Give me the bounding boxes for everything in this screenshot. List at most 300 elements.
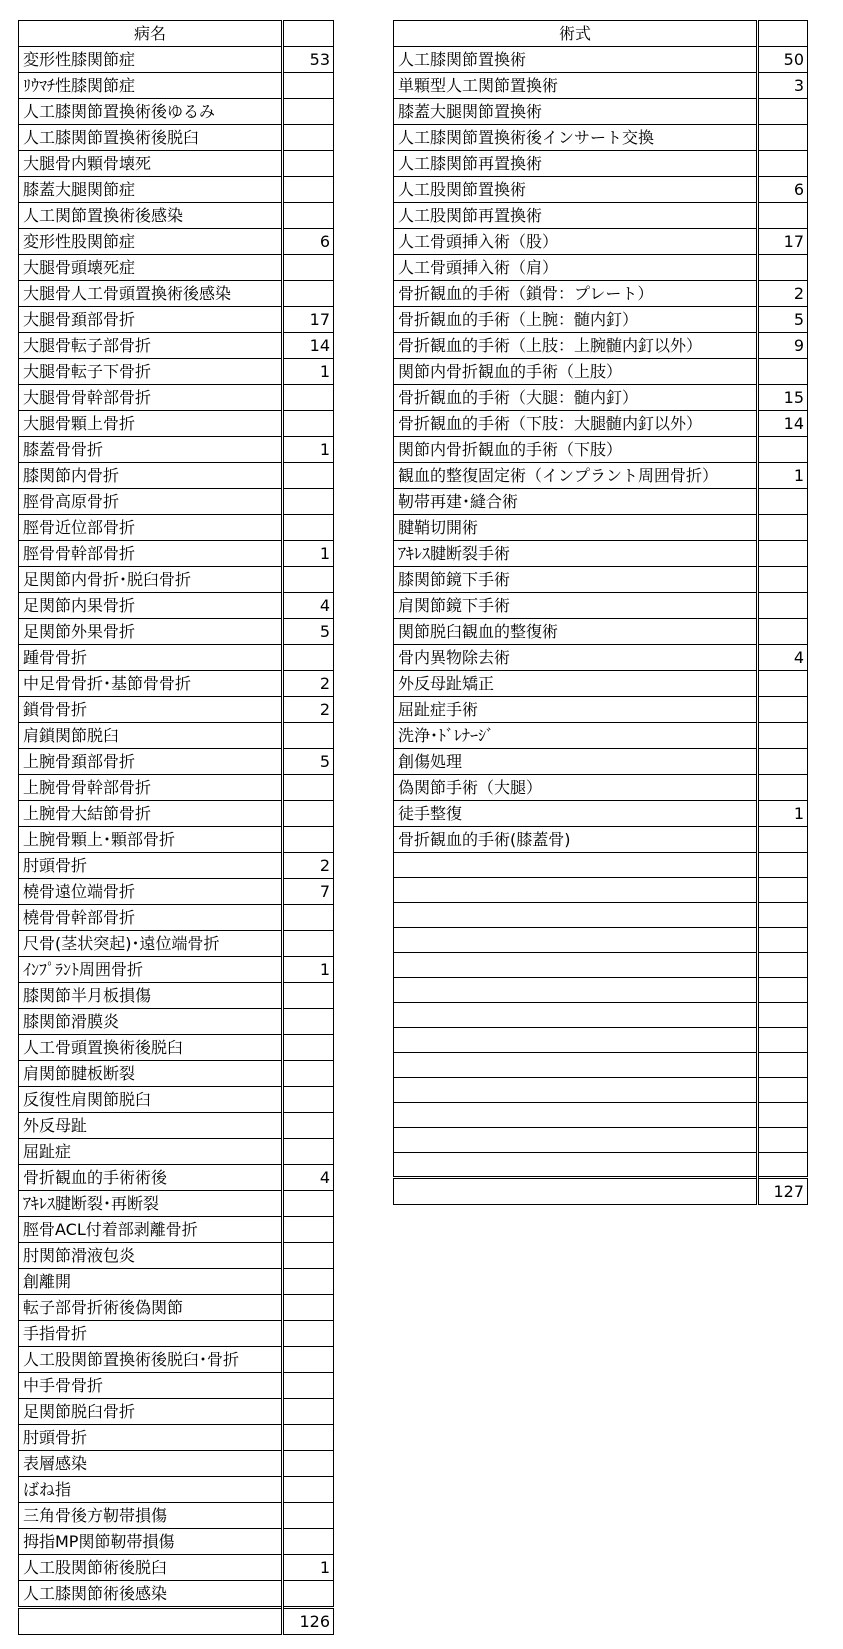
disease-row xyxy=(19,73,334,99)
disease-row xyxy=(19,671,334,697)
disease-header: 病名 xyxy=(19,21,283,47)
disease-row xyxy=(19,645,334,671)
surgery-row xyxy=(394,73,808,99)
surgery-count-cell xyxy=(758,749,808,775)
disease-count-cell xyxy=(283,1139,334,1165)
surgery-count-cell: 15 xyxy=(758,385,808,411)
disease-count-cell: 1 xyxy=(283,1555,334,1581)
disease-name-cell: 脛骨近位部骨折 xyxy=(19,515,283,541)
disease-name-cell: 上腕骨大結節骨折 xyxy=(19,801,283,827)
surgery-count-cell: 17 xyxy=(758,229,808,255)
disease-row xyxy=(19,1503,334,1529)
surgery-name-cell xyxy=(394,953,758,978)
disease-name-cell: 膝蓋大腿関節症 xyxy=(19,177,283,203)
surgery-name-cell: 人工骨頭挿入術（肩） xyxy=(394,255,758,281)
surgery-name-cell: 関節内骨折観血的手術（下肢） xyxy=(394,437,758,463)
disease-name-cell: 変形性膝関節症 xyxy=(19,47,283,73)
surgery-row xyxy=(394,878,808,903)
disease-row xyxy=(19,1425,334,1451)
disease-name-cell: 人工膝関節置換術後ゆるみ xyxy=(19,99,283,125)
surgery-name-cell xyxy=(394,1128,758,1153)
surgery-name-cell xyxy=(394,1103,758,1128)
surgery-row xyxy=(394,723,808,749)
surgery-total: 127 xyxy=(758,1178,808,1205)
surgery-name-cell: 洗浄･ﾄﾞﾚﾅｰｼﾞ xyxy=(394,723,758,749)
surgery-count-cell xyxy=(758,567,808,593)
surgery-name-cell: 人工膝関節再置換術 xyxy=(394,151,758,177)
surgery-count-cell xyxy=(758,1028,808,1053)
surgery-count-cell xyxy=(758,775,808,801)
surgery-row xyxy=(394,619,808,645)
surgery-count-cell: 9 xyxy=(758,333,808,359)
disease-name-cell: 大腿骨人工骨頭置換術後感染 xyxy=(19,281,283,307)
disease-count-cell xyxy=(283,1347,334,1373)
disease-row xyxy=(19,1061,334,1087)
disease-row xyxy=(19,1347,334,1373)
disease-header-count xyxy=(283,21,334,47)
disease-count-cell xyxy=(283,1321,334,1347)
surgery-count-cell xyxy=(758,953,808,978)
surgery-count-cell xyxy=(758,515,808,541)
surgery-row xyxy=(394,697,808,723)
surgery-name-cell: 関節内骨折観血的手術（上肢） xyxy=(394,359,758,385)
disease-row xyxy=(19,1321,334,1347)
surgery-row xyxy=(394,827,808,853)
surgery-row xyxy=(394,801,808,827)
disease-row xyxy=(19,203,334,229)
disease-row xyxy=(19,99,334,125)
surgery-row xyxy=(394,411,808,437)
surgery-table xyxy=(393,20,808,1205)
disease-count-cell xyxy=(283,1113,334,1139)
surgery-row xyxy=(394,515,808,541)
disease-name-cell: 上腕骨骨幹部骨折 xyxy=(19,775,283,801)
surgery-count-cell xyxy=(758,437,808,463)
disease-row xyxy=(19,541,334,567)
disease-name-cell: ばね指 xyxy=(19,1477,283,1503)
disease-count-cell: 14 xyxy=(283,333,334,359)
disease-row xyxy=(19,593,334,619)
surgery-row xyxy=(394,928,808,953)
disease-name-cell: 足関節内骨折･脱臼骨折 xyxy=(19,567,283,593)
disease-name-cell: 反復性肩関節脱臼 xyxy=(19,1087,283,1113)
disease-name-cell: 大腿骨内顆骨壊死 xyxy=(19,151,283,177)
disease-count-cell xyxy=(283,1035,334,1061)
disease-count-cell xyxy=(283,1503,334,1529)
surgery-count-cell xyxy=(758,697,808,723)
disease-row xyxy=(19,1139,334,1165)
disease-count-cell: 5 xyxy=(283,749,334,775)
surgery-count-cell: 1 xyxy=(758,801,808,827)
disease-name-cell: 脛骨骨幹部骨折 xyxy=(19,541,283,567)
disease-row xyxy=(19,931,334,957)
surgery-row xyxy=(394,203,808,229)
disease-count-cell xyxy=(283,151,334,177)
disease-row xyxy=(19,463,334,489)
surgery-name-cell xyxy=(394,853,758,878)
disease-row xyxy=(19,853,334,879)
surgery-count-cell xyxy=(758,359,808,385)
disease-name-cell: 肩関節腱板断裂 xyxy=(19,1061,283,1087)
disease-row xyxy=(19,879,334,905)
surgery-total-row xyxy=(394,1178,808,1205)
disease-count-cell xyxy=(283,1425,334,1451)
surgery-row xyxy=(394,645,808,671)
disease-row xyxy=(19,749,334,775)
surgery-name-cell: 骨折観血的手術(膝蓋骨) xyxy=(394,827,758,853)
disease-count-cell xyxy=(283,255,334,281)
disease-total-row xyxy=(19,1608,334,1635)
surgery-name-cell: 偽関節手術（大腿） xyxy=(394,775,758,801)
surgery-name-cell: 単顆型人工関節置換術 xyxy=(394,73,758,99)
disease-name-cell: 人工骨頭置換術後脱臼 xyxy=(19,1035,283,1061)
surgery-row xyxy=(394,229,808,255)
surgery-row xyxy=(394,281,808,307)
disease-name-cell: 大腿骨頚部骨折 xyxy=(19,307,283,333)
disease-row xyxy=(19,1477,334,1503)
disease-row xyxy=(19,1555,334,1581)
surgery-count-cell xyxy=(758,1103,808,1128)
disease-count-cell: 5 xyxy=(283,619,334,645)
disease-name-cell: 人工膝関節置換術後脱臼 xyxy=(19,125,283,151)
disease-row xyxy=(19,385,334,411)
surgery-row xyxy=(394,385,808,411)
disease-count-cell xyxy=(283,827,334,853)
surgery-row xyxy=(394,1078,808,1103)
surgery-row xyxy=(394,1103,808,1128)
disease-count-cell xyxy=(283,203,334,229)
disease-count-cell xyxy=(283,515,334,541)
disease-name-cell: 肘頭骨折 xyxy=(19,1425,283,1451)
disease-count-cell xyxy=(283,1269,334,1295)
disease-count-cell xyxy=(283,411,334,437)
disease-row xyxy=(19,333,334,359)
surgery-row xyxy=(394,903,808,928)
surgery-total-label xyxy=(394,1178,758,1205)
surgery-name-cell: 関節脱臼観血的整復術 xyxy=(394,619,758,645)
disease-row xyxy=(19,1191,334,1217)
disease-name-cell: 表層感染 xyxy=(19,1451,283,1477)
surgery-row xyxy=(394,749,808,775)
disease-row xyxy=(19,983,334,1009)
disease-count-cell xyxy=(283,1581,334,1608)
surgery-name-cell: 骨折観血的手術（上肢：上腕髄内釘以外） xyxy=(394,333,758,359)
disease-name-cell: 中手骨骨折 xyxy=(19,1373,283,1399)
disease-row xyxy=(19,1451,334,1477)
disease-name-cell: 骨折観血的手術術後 xyxy=(19,1165,283,1191)
disease-count-cell xyxy=(283,645,334,671)
surgery-count-cell xyxy=(758,1003,808,1028)
surgery-name-cell xyxy=(394,1153,758,1178)
disease-count-cell xyxy=(283,1061,334,1087)
surgery-row xyxy=(394,359,808,385)
disease-count-cell xyxy=(283,177,334,203)
surgery-count-cell xyxy=(758,878,808,903)
disease-name-cell: 橈骨遠位端骨折 xyxy=(19,879,283,905)
surgery-row xyxy=(394,1003,808,1028)
disease-row xyxy=(19,489,334,515)
surgery-count-cell xyxy=(758,1078,808,1103)
surgery-name-cell: 人工骨頭挿入術（股） xyxy=(394,229,758,255)
disease-row xyxy=(19,775,334,801)
disease-name-cell: 踵骨骨折 xyxy=(19,645,283,671)
surgery-name-cell: 屈趾症手術 xyxy=(394,697,758,723)
disease-name-cell: 人工関節置換術後感染 xyxy=(19,203,283,229)
disease-name-cell: 大腿骨顆上骨折 xyxy=(19,411,283,437)
disease-name-cell: ｱｷﾚｽ腱断裂･再断裂 xyxy=(19,1191,283,1217)
surgery-count-cell xyxy=(758,928,808,953)
disease-name-cell: 人工股関節置換術後脱臼･骨折 xyxy=(19,1347,283,1373)
surgery-count-cell xyxy=(758,151,808,177)
surgery-count-cell xyxy=(758,255,808,281)
surgery-count-cell xyxy=(758,1128,808,1153)
surgery-row xyxy=(394,463,808,489)
surgery-count-cell xyxy=(758,723,808,749)
disease-name-cell: 三角骨後方靭帯損傷 xyxy=(19,1503,283,1529)
surgery-name-cell: ｱｷﾚｽ腱断裂手術 xyxy=(394,541,758,567)
disease-row xyxy=(19,437,334,463)
surgery-row xyxy=(394,978,808,1003)
disease-name-cell: 大腿骨転子下骨折 xyxy=(19,359,283,385)
disease-name-cell: 橈骨骨幹部骨折 xyxy=(19,905,283,931)
disease-row xyxy=(19,1165,334,1191)
disease-name-cell: 膝関節内骨折 xyxy=(19,463,283,489)
surgery-row xyxy=(394,151,808,177)
disease-count-cell xyxy=(283,1373,334,1399)
disease-header-row xyxy=(19,21,334,47)
surgery-row xyxy=(394,255,808,281)
disease-row xyxy=(19,827,334,853)
disease-total: 126 xyxy=(283,1608,334,1635)
surgery-count-cell xyxy=(758,853,808,878)
disease-count-cell xyxy=(283,905,334,931)
surgery-name-cell: 骨折観血的手術（大腿：髄内釘） xyxy=(394,385,758,411)
disease-count-cell xyxy=(283,801,334,827)
disease-row xyxy=(19,1269,334,1295)
surgery-name-cell: 徒手整復 xyxy=(394,801,758,827)
disease-row xyxy=(19,229,334,255)
disease-row xyxy=(19,1373,334,1399)
surgery-name-cell: 骨内異物除去術 xyxy=(394,645,758,671)
disease-name-cell: 人工股関節術後脱臼 xyxy=(19,1555,283,1581)
surgery-name-cell: 人工膝関節置換術後インサート交換 xyxy=(394,125,758,151)
disease-name-cell: 転子部骨折術後偽関節 xyxy=(19,1295,283,1321)
surgery-row xyxy=(394,437,808,463)
disease-count-cell xyxy=(283,125,334,151)
surgery-name-cell: 肩関節鏡下手術 xyxy=(394,593,758,619)
disease-count-cell: 17 xyxy=(283,307,334,333)
surgery-count-cell xyxy=(758,978,808,1003)
surgery-name-cell xyxy=(394,928,758,953)
disease-row xyxy=(19,1295,334,1321)
surgery-name-cell xyxy=(394,878,758,903)
disease-count-cell: 6 xyxy=(283,229,334,255)
disease-row xyxy=(19,1529,334,1555)
surgery-row xyxy=(394,541,808,567)
disease-row xyxy=(19,905,334,931)
disease-count-cell xyxy=(283,281,334,307)
surgery-count-cell: 6 xyxy=(758,177,808,203)
surgery-row xyxy=(394,47,808,73)
disease-row xyxy=(19,567,334,593)
disease-count-cell xyxy=(283,1399,334,1425)
surgery-count-cell xyxy=(758,1153,808,1178)
surgery-row xyxy=(394,775,808,801)
disease-row xyxy=(19,1243,334,1269)
surgery-name-cell: 人工股関節再置換術 xyxy=(394,203,758,229)
disease-row xyxy=(19,177,334,203)
disease-count-cell: 53 xyxy=(283,47,334,73)
surgery-name-cell: 膝関節鏡下手術 xyxy=(394,567,758,593)
disease-name-cell: 足関節外果骨折 xyxy=(19,619,283,645)
disease-row xyxy=(19,151,334,177)
surgery-count-cell: 50 xyxy=(758,47,808,73)
disease-row xyxy=(19,1035,334,1061)
surgery-count-cell: 1 xyxy=(758,463,808,489)
surgery-row xyxy=(394,671,808,697)
disease-name-cell: 創離開 xyxy=(19,1269,283,1295)
disease-name-cell: 変形性股関節症 xyxy=(19,229,283,255)
disease-count-cell xyxy=(283,99,334,125)
disease-row xyxy=(19,957,334,983)
disease-count-cell: 2 xyxy=(283,671,334,697)
disease-row xyxy=(19,411,334,437)
disease-name-cell: 足関節内果骨折 xyxy=(19,593,283,619)
disease-name-cell: 大腿骨転子部骨折 xyxy=(19,333,283,359)
disease-count-cell xyxy=(283,567,334,593)
surgery-count-cell: 14 xyxy=(758,411,808,437)
surgery-row xyxy=(394,1053,808,1078)
disease-name-cell: 足関節脱臼骨折 xyxy=(19,1399,283,1425)
surgery-row xyxy=(394,1153,808,1178)
surgery-count-cell: 5 xyxy=(758,307,808,333)
surgery-count-cell xyxy=(758,671,808,697)
disease-name-cell: 中足骨骨折･基節骨骨折 xyxy=(19,671,283,697)
surgery-name-cell xyxy=(394,1078,758,1103)
disease-row xyxy=(19,125,334,151)
surgery-count-cell xyxy=(758,827,808,853)
disease-count-cell xyxy=(283,1191,334,1217)
surgery-name-cell: 骨折観血的手術（下肢：大腿髄内釘以外） xyxy=(394,411,758,437)
disease-name-cell: ﾘｳﾏﾁ性膝関節症 xyxy=(19,73,283,99)
disease-name-cell: 肘関節滑液包炎 xyxy=(19,1243,283,1269)
surgery-row xyxy=(394,1128,808,1153)
disease-row xyxy=(19,515,334,541)
disease-row xyxy=(19,1009,334,1035)
surgery-row xyxy=(394,1028,808,1053)
surgery-count-cell: 2 xyxy=(758,281,808,307)
disease-rows xyxy=(19,47,334,1608)
surgery-count-cell xyxy=(758,489,808,515)
disease-row xyxy=(19,619,334,645)
disease-count-cell xyxy=(283,1451,334,1477)
disease-row xyxy=(19,723,334,749)
disease-name-cell: 外反母趾 xyxy=(19,1113,283,1139)
disease-total-label xyxy=(19,1608,283,1635)
disease-name-cell: 大腿骨骨幹部骨折 xyxy=(19,385,283,411)
disease-count-cell xyxy=(283,463,334,489)
surgery-name-cell: 観血的整復固定術（インプラント周囲骨折） xyxy=(394,463,758,489)
disease-count-cell xyxy=(283,1477,334,1503)
surgery-name-cell: 創傷処理 xyxy=(394,749,758,775)
disease-count-cell: 4 xyxy=(283,593,334,619)
surgery-count-cell: 4 xyxy=(758,645,808,671)
disease-row xyxy=(19,1113,334,1139)
disease-name-cell: 肘頭骨折 xyxy=(19,853,283,879)
disease-name-cell: 上腕骨顆上･顆部骨折 xyxy=(19,827,283,853)
surgery-name-cell xyxy=(394,1003,758,1028)
disease-count-cell: 1 xyxy=(283,957,334,983)
disease-count-cell xyxy=(283,1529,334,1555)
disease-row xyxy=(19,697,334,723)
surgery-name-cell xyxy=(394,978,758,1003)
surgery-row xyxy=(394,567,808,593)
disease-row xyxy=(19,359,334,385)
disease-row xyxy=(19,1087,334,1113)
disease-count-cell xyxy=(283,983,334,1009)
disease-name-cell: 拇指MP関節靭帯損傷 xyxy=(19,1529,283,1555)
disease-count-cell xyxy=(283,1295,334,1321)
surgery-row xyxy=(394,853,808,878)
disease-row xyxy=(19,281,334,307)
surgery-row xyxy=(394,177,808,203)
surgery-row xyxy=(394,333,808,359)
disease-count-cell xyxy=(283,1087,334,1113)
disease-count-cell xyxy=(283,489,334,515)
surgery-name-cell: 骨折観血的手術（鎖骨：プレート） xyxy=(394,281,758,307)
disease-name-cell: 手指骨折 xyxy=(19,1321,283,1347)
surgery-count-cell xyxy=(758,593,808,619)
disease-name-cell: 屈趾症 xyxy=(19,1139,283,1165)
surgery-name-cell: 骨折観血的手術（上腕：髄内釘） xyxy=(394,307,758,333)
surgery-row xyxy=(394,953,808,978)
surgery-header-count xyxy=(758,21,808,47)
surgery-name-cell: 腱鞘切開術 xyxy=(394,515,758,541)
disease-name-cell: 鎖骨骨折 xyxy=(19,697,283,723)
surgery-count-cell xyxy=(758,903,808,928)
disease-name-cell: 上腕骨頚部骨折 xyxy=(19,749,283,775)
disease-table xyxy=(18,20,334,1635)
disease-row xyxy=(19,801,334,827)
surgery-row xyxy=(394,489,808,515)
surgery-name-cell: 外反母趾矯正 xyxy=(394,671,758,697)
surgery-count-cell xyxy=(758,1053,808,1078)
disease-name-cell: 脛骨高原骨折 xyxy=(19,489,283,515)
disease-row xyxy=(19,47,334,73)
disease-count-cell: 2 xyxy=(283,853,334,879)
disease-row xyxy=(19,1217,334,1243)
disease-name-cell: 人工膝関節術後感染 xyxy=(19,1581,283,1608)
surgery-count-cell xyxy=(758,99,808,125)
disease-count-cell: 1 xyxy=(283,359,334,385)
disease-name-cell: 脛骨ACL付着部剥離骨折 xyxy=(19,1217,283,1243)
surgery-row xyxy=(394,307,808,333)
surgery-count-cell xyxy=(758,125,808,151)
disease-count-cell: 1 xyxy=(283,437,334,463)
disease-count-cell xyxy=(283,1009,334,1035)
disease-count-cell xyxy=(283,1217,334,1243)
disease-name-cell: 尺骨(茎状突起)･遠位端骨折 xyxy=(19,931,283,957)
surgery-row xyxy=(394,125,808,151)
disease-count-cell xyxy=(283,931,334,957)
disease-name-cell: 大腿骨頭壊死症 xyxy=(19,255,283,281)
surgery-name-cell: 人工膝関節置換術 xyxy=(394,47,758,73)
surgery-header: 術式 xyxy=(394,21,758,47)
surgery-row xyxy=(394,593,808,619)
disease-count-cell xyxy=(283,723,334,749)
disease-count-cell xyxy=(283,385,334,411)
surgery-count-cell xyxy=(758,619,808,645)
